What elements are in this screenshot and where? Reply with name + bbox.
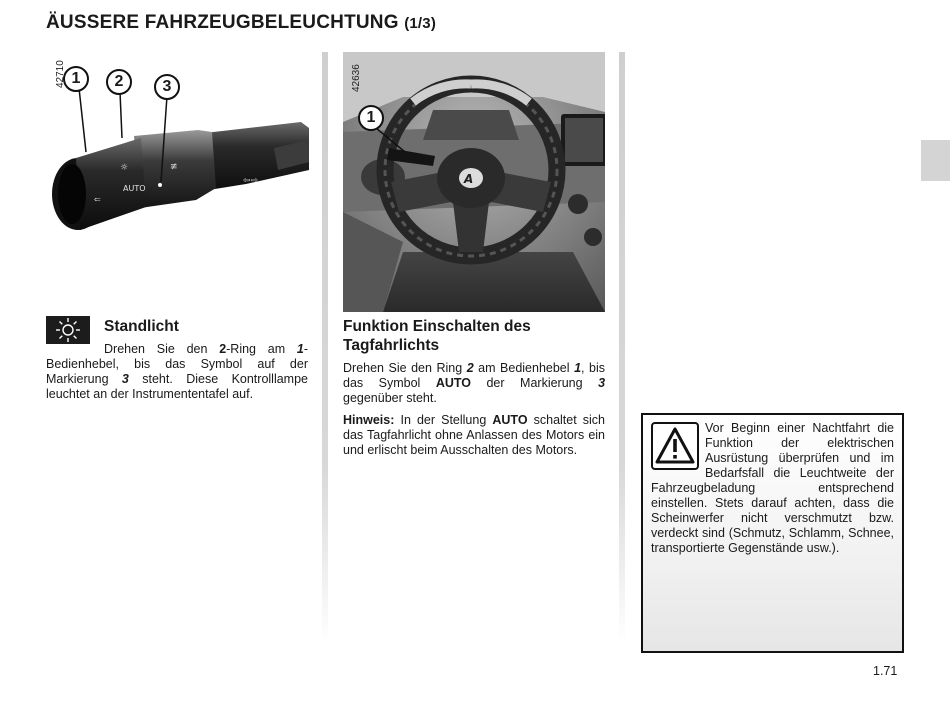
text-emph: AUTO [435, 376, 471, 390]
text-emph: 2 [219, 342, 227, 356]
svg-text:⇦⇨: ⇦⇨ [243, 176, 259, 186]
warning-text: Vor Beginn einer Nachtfahrt die Funktion der elektrischen Ausrüstung überprüfen und im Bedarfsfall die Leuchtweite der Fahrzeugbeladung entsprechend einstellen. Stets darauf achten, dass die Scheinwerfer nicht verschmutzt bzw. verdeckt sind (Schmutz, Schlamm, Schnee, transportierte Gegenstände usw.). [651, 421, 894, 555]
callout-1: 1 [358, 105, 384, 131]
svg-text:☼: ☼ [120, 163, 129, 173]
page-title [46, 12, 436, 34]
standlicht-paragraph [46, 342, 308, 402]
text: schaltet sich das Tagfahrlicht ohne Anlassen des Motors ein und erlischt beim Ausschalten des Motors. [343, 413, 605, 457]
page-title-part: (1/3) [404, 15, 437, 32]
lever-auto-label: AUTO [123, 184, 146, 193]
chapter-tab [921, 140, 950, 181]
svg-text:≢: ≢ [170, 162, 178, 172]
warning-text-wrapper [651, 421, 894, 556]
section-heading: Standlicht [104, 318, 179, 335]
steering-wheel-photo [343, 52, 605, 312]
text: am Bedienhebel [473, 361, 575, 375]
column-divider-left [322, 52, 328, 644]
svg-text:⇐: ⇐ [94, 195, 101, 204]
note-label: Hinweis: [343, 413, 395, 427]
text: der Markierung [471, 376, 599, 390]
callout-2: 2 [106, 69, 132, 95]
column-divider-right [619, 52, 625, 644]
text: Drehen Sie den Ring [343, 361, 467, 375]
parking-light-icon [46, 316, 90, 344]
text: In der Stellung [394, 413, 493, 427]
cockpit-drawing [343, 52, 605, 312]
page-number: 1.71 [873, 664, 898, 678]
text-emph: 1 [574, 361, 582, 375]
text-emph: 2 [466, 361, 474, 375]
warning-box [641, 413, 904, 653]
text-emph: 1 [296, 342, 304, 356]
text-emph: 3 [598, 376, 606, 390]
svg-text:A: A [464, 172, 474, 186]
tagfahrlicht-paragraph-1 [343, 361, 605, 406]
text: , bis das Symbol [343, 361, 605, 390]
section-heading: Funktion Einschalten des Tagfahrlichts [343, 318, 531, 354]
tagfahrlicht-paragraph-2 [343, 413, 605, 458]
page-title-text: ÄUSSERE FAHRZEUGBELEUCHTUNG [46, 12, 399, 33]
text: gegenüber steht. [343, 391, 437, 405]
text-emph: AUTO [492, 413, 528, 427]
callout-3: 3 [154, 74, 180, 100]
figure-code: 42636 [351, 64, 362, 92]
warning-icon-spacer [651, 421, 705, 471]
figure-code: 42710 [55, 60, 66, 88]
text: -Ring am [226, 342, 297, 356]
lever-illustration [46, 52, 309, 242]
text: steht. Diese Kontrolllampe leuchtet an der Instrumententafel auf. [46, 372, 308, 401]
callout-1: 1 [63, 66, 89, 92]
text: Drehen Sie den [104, 342, 220, 356]
text: -Bedienhebel, bis das Symbol auf der Markierung [46, 342, 309, 386]
text-emph: 3 [121, 372, 129, 386]
